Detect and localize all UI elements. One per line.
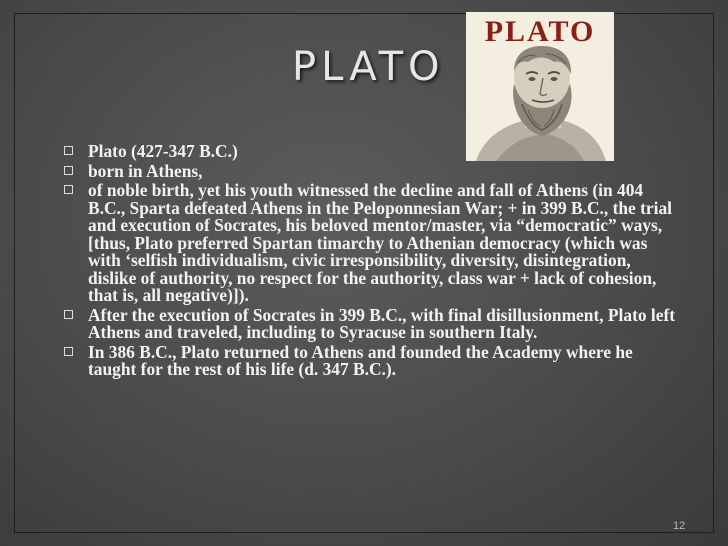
plato-logo-text: PLATO — [484, 15, 596, 48]
square-bullet-icon — [64, 310, 73, 319]
square-bullet-icon — [64, 185, 73, 194]
bullet-text: In 386 B.C., Plato returned to Athens and founded the Academy where he taught for the rest of his life (d. 347 B.C.). — [88, 341, 633, 379]
square-bullet-icon — [64, 166, 73, 175]
bullet-list — [62, 143, 677, 381]
bullet-item — [62, 304, 677, 342]
bullet-item — [62, 143, 677, 161]
plato-portrait-image — [466, 12, 614, 161]
bullet-text: After the execution of Socrates in 399 B.C., with final disillusionment, Plato left Athens and traveled, including to Syracuse in southern Italy. — [88, 304, 676, 342]
square-bullet-icon — [64, 347, 73, 356]
page-number: 12 — [673, 520, 686, 532]
bullet-text: Plato (427-347 B.C.) — [88, 141, 238, 161]
bullet-item — [62, 341, 677, 379]
bullet-text: of noble birth, yet his youth witnessed the decline and fall of Athens (in 404 B.C., Sparta defeated Athens in the Peloponnesian War; + in 399 B.C., the trial and execution of Socrates, his beloved mentor/master, via “democratic” ways, [thus, Plato preferred Spartan timarchy to Athenian democracy (which was with ‘selfish individualism, civic irresponsibility, diversity, disintegration, dislike of authority, no respect for the authority, class war + lack of cohesion, that is, all negative)]). — [88, 180, 672, 305]
bullet-item — [62, 160, 677, 181]
slide-title: PLATO — [292, 44, 445, 90]
bullet-text: born in Athens, — [88, 160, 203, 181]
bullet-item — [62, 182, 677, 305]
square-bullet-icon — [64, 146, 73, 155]
